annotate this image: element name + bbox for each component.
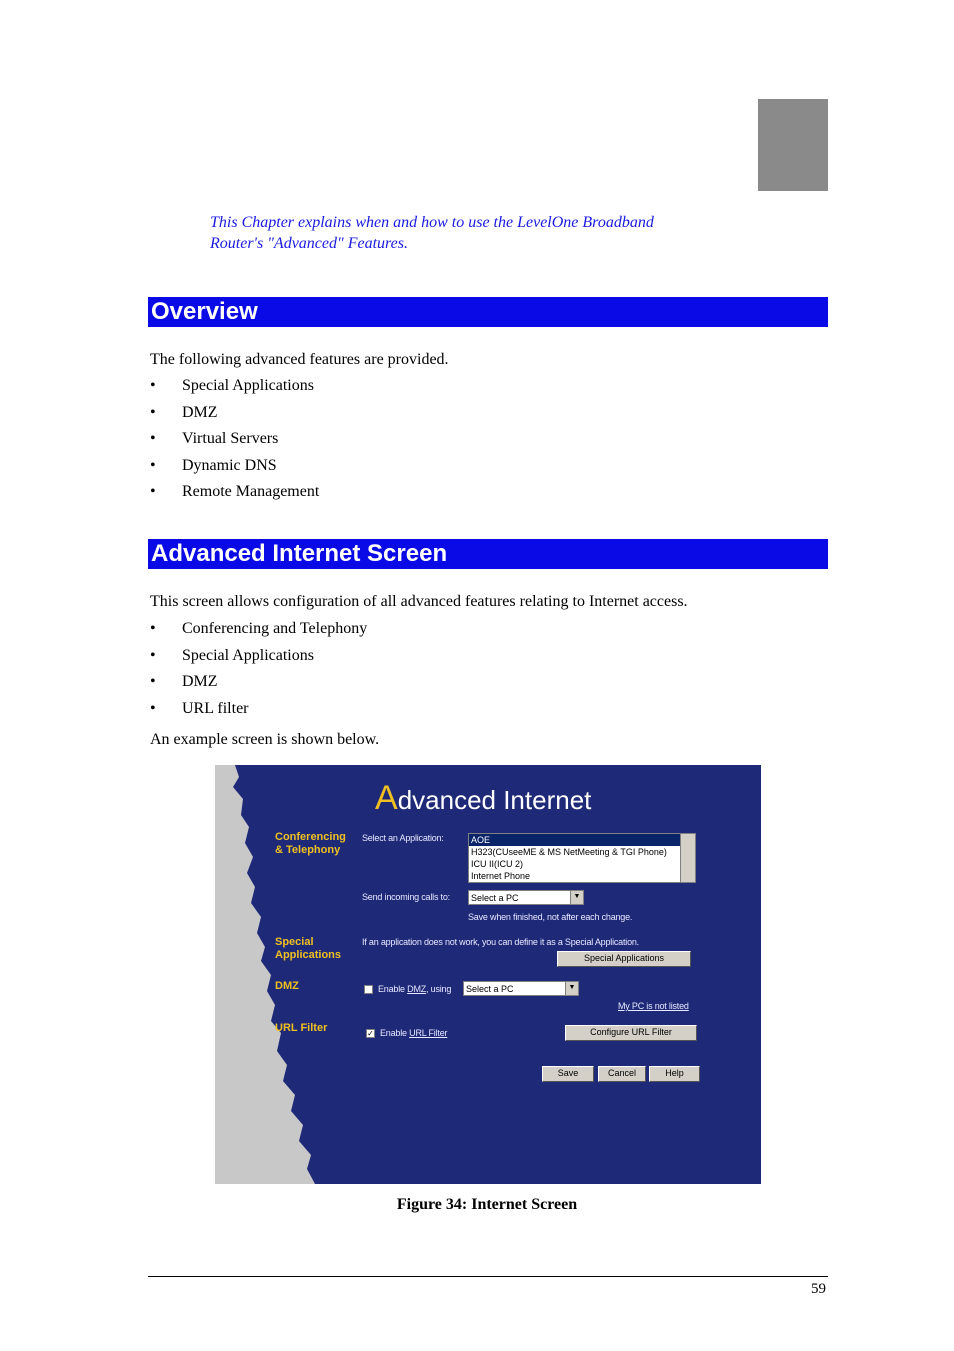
overview-list — [150, 376, 319, 509]
footer-rule — [148, 1276, 828, 1277]
list-item[interactable]: Internet Phone — [471, 871, 531, 881]
list-item[interactable]: AOE — [469, 834, 683, 846]
my-pc-not-listed-link[interactable]: My PC is not listed — [618, 1001, 689, 1011]
coast-graphic — [215, 765, 761, 1184]
list-item: • Virtual Servers — [150, 429, 319, 456]
example-text: An example screen is shown below. — [150, 731, 380, 748]
overview-heading: Overview — [148, 297, 828, 327]
chevron-down-icon: ▼ — [565, 982, 578, 995]
special-applications-button[interactable]: Special Applications — [557, 951, 691, 967]
dmz-link[interactable]: DMZ — [407, 984, 427, 994]
chevron-down-icon: ▼ — [570, 891, 583, 904]
page-number: 59 — [811, 1281, 826, 1297]
url-filter-checkbox[interactable]: ✓ — [367, 1029, 374, 1038]
list-item: • Special Applications — [150, 376, 319, 403]
advanced-heading: Advanced Internet Screen — [148, 539, 828, 569]
cancel-button[interactable]: Cancel — [598, 1066, 646, 1082]
screen-title: Advanced Internet — [375, 779, 592, 817]
list-item: • Conferencing and Telephony — [150, 619, 367, 646]
section-special-applications: Special Applications — [275, 936, 342, 961]
list-item: • Dynamic DNS — [150, 456, 319, 483]
chapter-intro — [210, 212, 770, 254]
list-item[interactable]: ICU II(ICU 2) — [471, 859, 524, 869]
send-calls-label: Send incoming calls to: — [362, 892, 450, 902]
dmz-checkbox[interactable] — [364, 985, 373, 994]
section-url-filter: URL Filter — [275, 1022, 328, 1034]
intro-line-2: Router's "Advanced" Features. — [210, 235, 408, 252]
advanced-internet-screenshot — [215, 765, 761, 1184]
list-item: • Remote Management — [150, 482, 319, 509]
figure-caption: Figure 34: Internet Screen — [396, 1196, 578, 1213]
dmz-enable-label: Enable DMZ, using — [378, 984, 452, 994]
overview-text: The following advanced features are provided. — [150, 351, 449, 368]
advanced-list — [150, 619, 367, 725]
list-item: • URL filter — [150, 699, 367, 726]
url-enable-label: Enable URL Filter — [380, 1028, 448, 1038]
list-item: • Special Applications — [150, 646, 367, 673]
special-note: If an application does not work, you can define it as a Special Application. — [362, 937, 639, 947]
help-button[interactable]: Help — [649, 1066, 700, 1082]
list-item[interactable]: H323(CUseeME & MS NetMeeting & TGI Phone) — [471, 847, 667, 857]
section-conferencing: Conferencing & Telephony — [275, 831, 346, 856]
save-note: Save when finished, not after each change. — [468, 912, 633, 922]
list-item: • DMZ — [150, 403, 319, 430]
advanced-text: This screen allows configuration of all advanced features relating to Internet access. — [150, 593, 688, 610]
save-button[interactable]: Save — [542, 1066, 594, 1082]
send-calls-select[interactable]: Select a PC ▼ — [468, 890, 584, 905]
list-scrollbar[interactable] — [680, 834, 695, 882]
dmz-pc-select[interactable]: Select a PC ▼ — [463, 981, 579, 996]
list-item: • DMZ — [150, 672, 367, 699]
chapter-tab — [758, 99, 828, 191]
section-dmz: DMZ — [275, 980, 299, 992]
configure-url-filter-button[interactable]: Configure URL Filter — [565, 1025, 697, 1041]
select-app-label: Select an Application: — [362, 833, 444, 843]
intro-line-1: This Chapter explains when and how to use the LevelOne Broadband — [210, 214, 654, 231]
url-filter-link[interactable]: URL Filter — [409, 1028, 448, 1038]
application-list[interactable] — [468, 833, 696, 883]
